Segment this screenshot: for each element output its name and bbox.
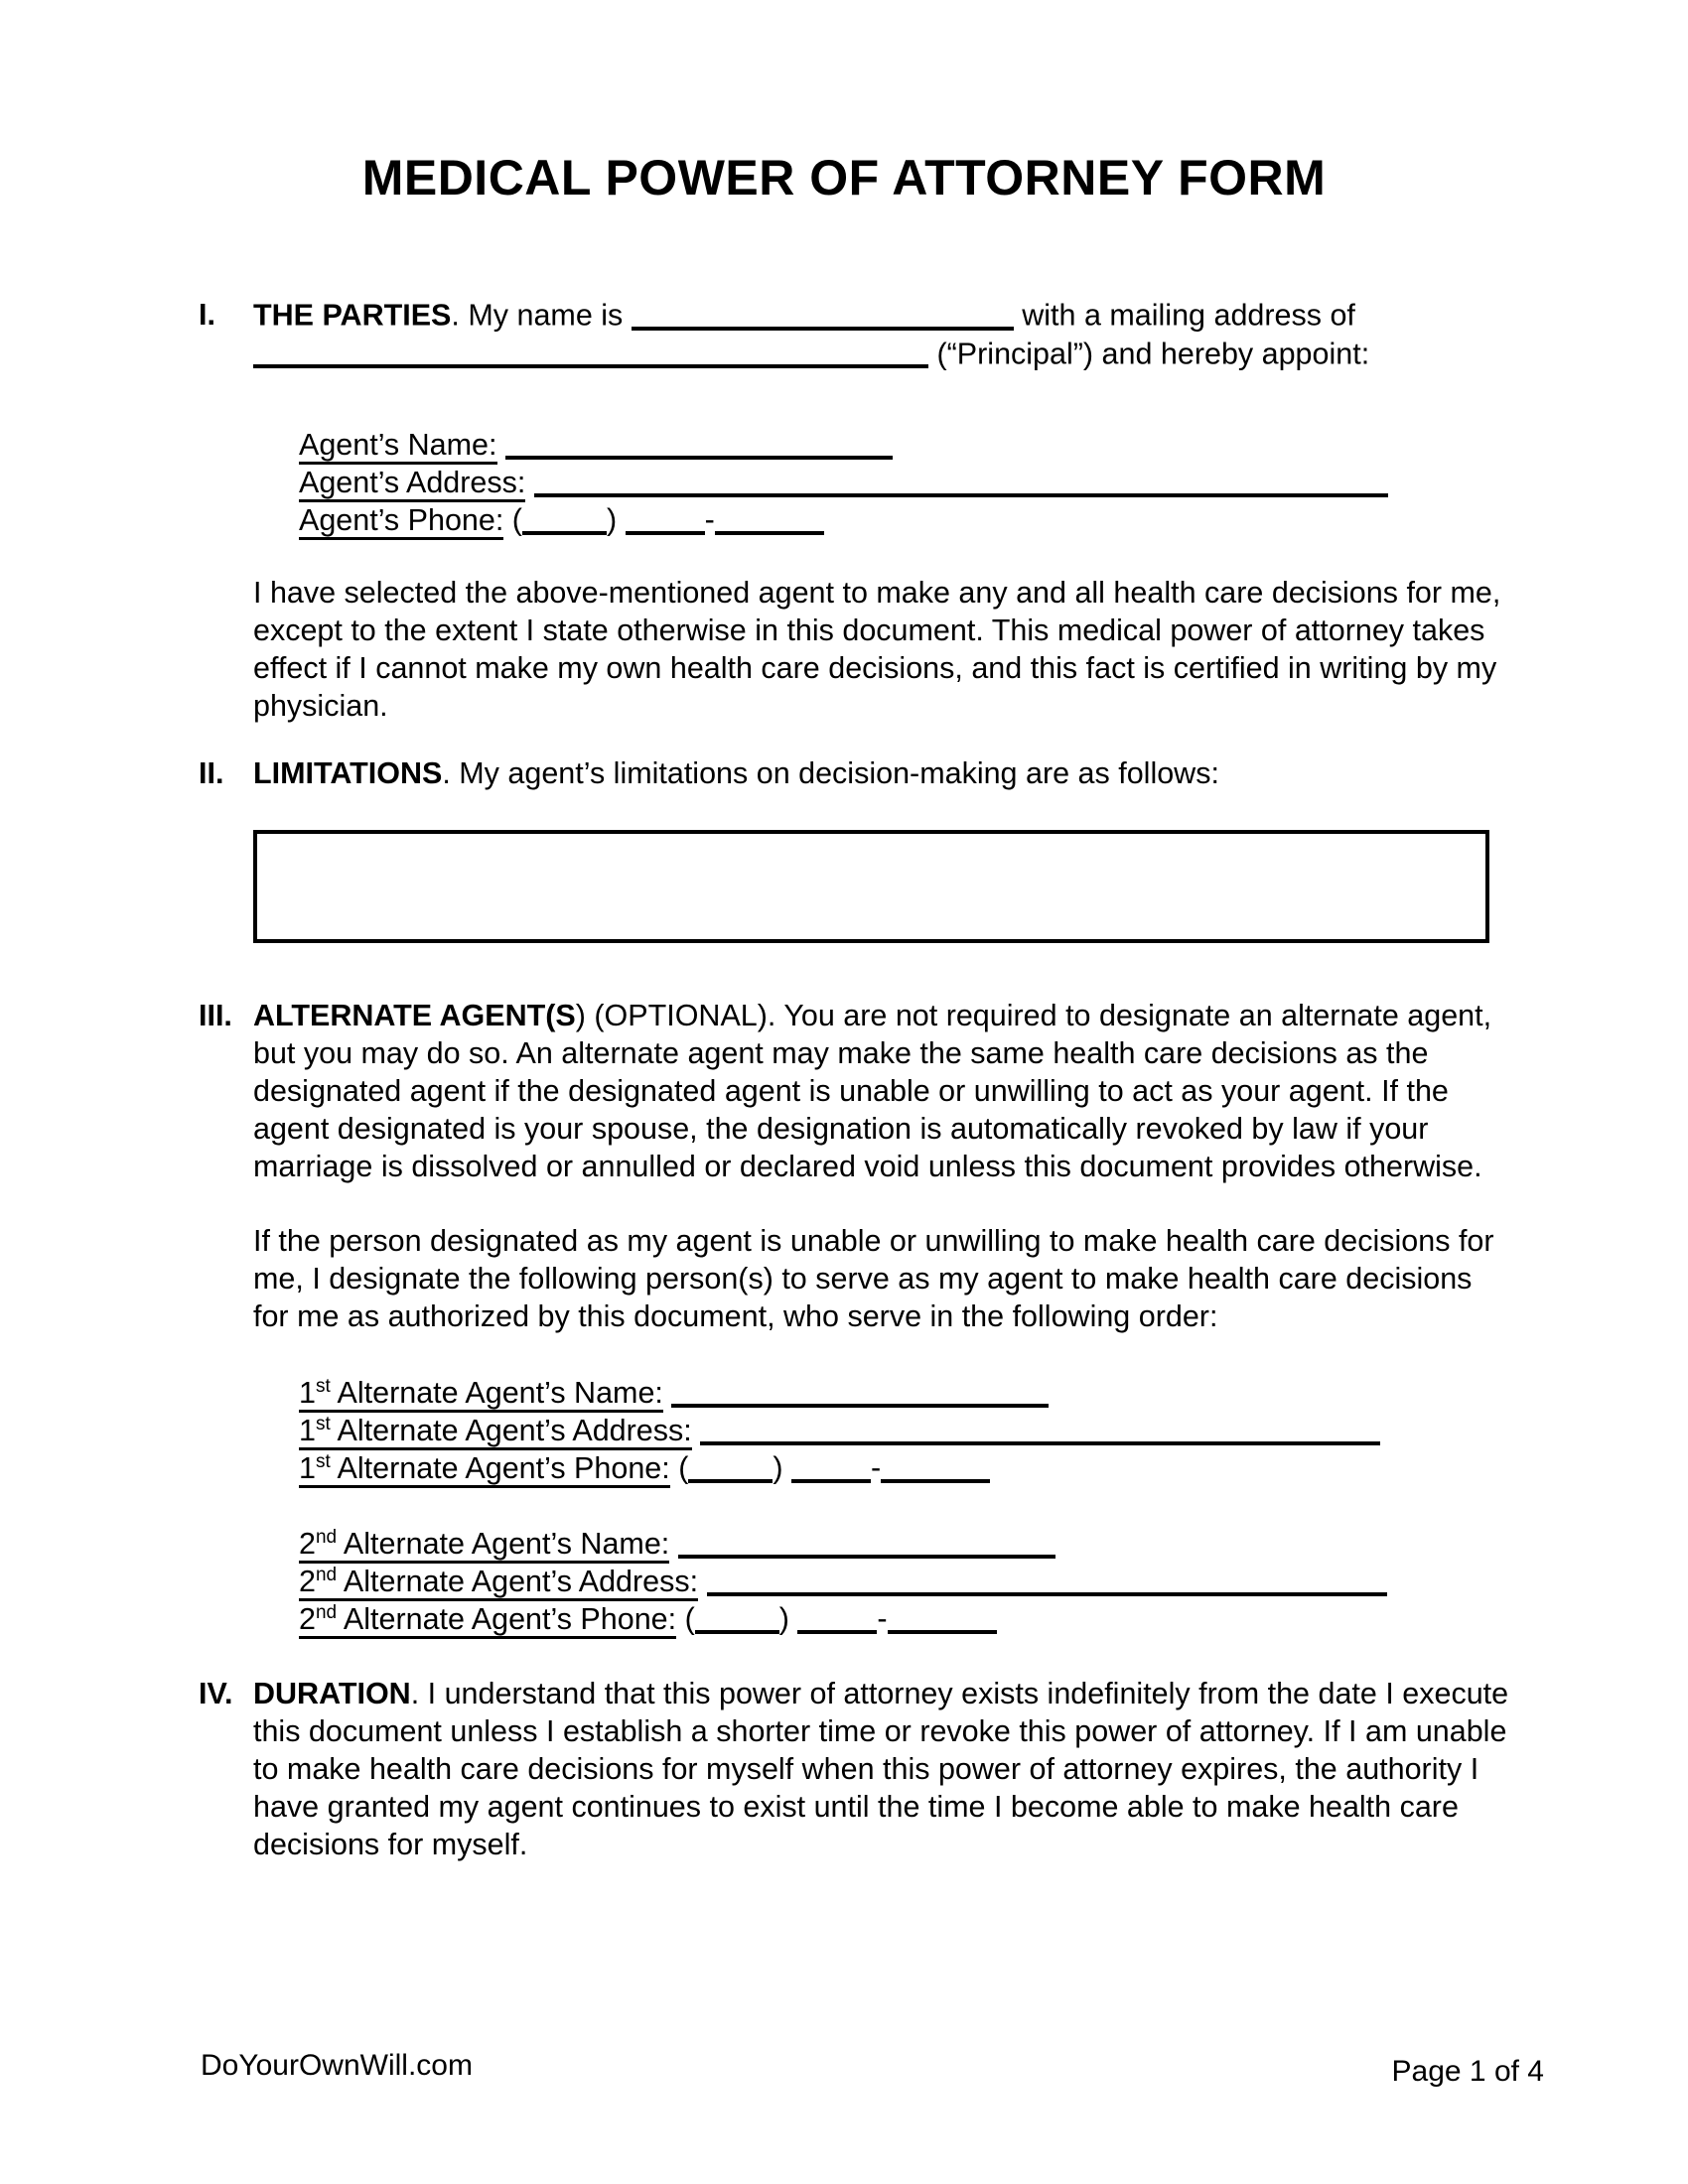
alt1-phone-label xyxy=(299,1452,670,1488)
alt1-address-row xyxy=(299,1411,1509,1448)
alt2-phone-label-text: Alternate Agent’s Phone: xyxy=(337,1601,677,1636)
alt2-phone-close-paren: ) xyxy=(778,1601,798,1636)
alt2-address-label-text: Alternate Agent’s Address: xyxy=(337,1564,699,1598)
limitations-intro xyxy=(253,754,1509,792)
agent-name-blank[interactable] xyxy=(505,425,893,460)
alt1-phone-dash: - xyxy=(871,1450,882,1485)
agent-fields xyxy=(299,425,1509,538)
parties-intro xyxy=(253,296,1509,372)
parties-intro-run-3: (“Principal”) and hereby appoint: xyxy=(928,337,1370,370)
alt2-phone-dash: - xyxy=(877,1601,888,1636)
alt2-phone-area-blank[interactable] xyxy=(695,1599,779,1634)
alt2-name-label-text: Alternate Agent’s Name: xyxy=(337,1526,670,1561)
alt2-phone-row xyxy=(299,1599,1509,1637)
alternate-statement: If the person designated as my agent is unable or unwilling to make health care decisions for me, I designate the following person(s) to serve as my agent to make health care decisions for me as authorized by this document, who serve in the following order: xyxy=(253,1224,1494,1333)
alt2-address-row xyxy=(299,1562,1509,1599)
alt1-name-label-text: Alternate Agent’s Name: xyxy=(330,1375,663,1410)
alt1-address-blank[interactable] xyxy=(700,1411,1380,1445)
alternate-intro-run: ) (OPTIONAL). You are not required to designate an alternate agent, but you may do so. An alternate agent may make the same health care decisions as the designated agent if the designated agent is unable or unwilling to act as your agent. If the agent designated is your spouse, the designation is automatically revoked by law if your marriage is dissolved or annulled or declared void unless this document provides otherwise. xyxy=(253,999,1492,1183)
alt1-name-row xyxy=(299,1373,1509,1411)
first-alternate-agent-fields xyxy=(299,1373,1509,1486)
alt1-ordinal-3: 1 xyxy=(299,1450,316,1485)
section-alternate-agents xyxy=(199,997,1509,1637)
section-number-1: I. xyxy=(199,298,215,332)
principal-address-blank[interactable] xyxy=(253,335,928,369)
alt1-phone-prefix-blank[interactable] xyxy=(791,1448,871,1483)
limitations-intro-run: . My agent’s limitations on decision-making are as follows: xyxy=(442,756,1219,790)
agent-name-label: Agent’s Name: xyxy=(299,429,497,465)
alt1-phone-area-blank[interactable] xyxy=(688,1448,773,1483)
footer-site-text: DoYourOwnWill.com xyxy=(201,2049,473,2082)
agent-address-row xyxy=(299,463,1509,500)
section-duration xyxy=(199,1675,1509,1863)
limitations-input-box[interactable] xyxy=(253,830,1489,943)
principal-name-blank[interactable] xyxy=(632,296,1014,331)
alt1-ordinal: 1 xyxy=(299,1375,316,1410)
alt1-ordinal-suffix-2: st xyxy=(315,1413,331,1434)
agent-name-row xyxy=(299,425,1509,463)
alt1-phone-row xyxy=(299,1448,1509,1486)
section-number-3: III. xyxy=(199,999,232,1032)
alt2-ordinal: 2 xyxy=(299,1526,316,1561)
alt2-phone-prefix-blank[interactable] xyxy=(797,1599,877,1634)
section-heading-duration: DURATION xyxy=(253,1677,411,1710)
alt2-ordinal-suffix-2: nd xyxy=(315,1564,338,1585)
alt1-name-label xyxy=(299,1377,663,1413)
alt1-address-label-text: Alternate Agent’s Address: xyxy=(330,1413,692,1447)
alt1-ordinal-suffix: st xyxy=(315,1375,331,1397)
agent-phone-label: Agent’s Phone: xyxy=(299,504,503,540)
alt1-phone-line-blank[interactable] xyxy=(881,1448,990,1483)
section-heading-alternate-agents: ALTERNATE AGENT(S xyxy=(253,999,576,1032)
page-title: MEDICAL POWER OF ATTORNEY FORM xyxy=(361,150,1327,205)
duration-text xyxy=(253,1675,1509,1863)
alt1-phone-open-paren: ( xyxy=(669,1450,689,1485)
agent-phone-line-blank[interactable] xyxy=(715,500,824,535)
agent-phone-dash: - xyxy=(704,502,715,537)
alt2-ordinal-2: 2 xyxy=(299,1564,316,1598)
agent-address-label: Agent’s Address: xyxy=(299,467,525,502)
section-heading-the-parties: THE PARTIES xyxy=(253,298,452,333)
agent-phone-open-paren: ( xyxy=(503,502,522,537)
alt2-name-blank[interactable] xyxy=(678,1524,1055,1559)
agent-address-blank[interactable] xyxy=(534,463,1388,497)
alt1-name-blank[interactable] xyxy=(671,1373,1049,1408)
alt1-ordinal-2: 1 xyxy=(299,1413,316,1447)
alt2-phone-label xyxy=(299,1603,676,1639)
alt2-ordinal-3: 2 xyxy=(299,1601,316,1636)
section-number-2: II. xyxy=(199,756,224,790)
alternate-intro xyxy=(253,997,1509,1185)
alt2-address-label xyxy=(299,1566,698,1601)
agent-phone-row xyxy=(299,500,1509,538)
agent-phone-close-paren: ) xyxy=(606,502,626,537)
alt2-ordinal-suffix: nd xyxy=(315,1526,338,1548)
section-limitations xyxy=(199,754,1509,943)
alt2-address-blank[interactable] xyxy=(707,1562,1387,1596)
alt1-address-label xyxy=(299,1415,692,1450)
section-number-4: IV. xyxy=(199,1677,233,1710)
alt1-phone-label-text: Alternate Agent’s Phone: xyxy=(330,1450,670,1485)
alt2-name-row xyxy=(299,1524,1509,1562)
duration-text-run: . I understand that this power of attorney exists indefinitely from the date I execute this document unless I establish a shorter time or revoke this power of attorney. If I am unable to make health care decisions for myself when this power of attorney expires, the authority I have granted my agent continues to exist until the time I become able to make health care decisions for myself. xyxy=(253,1677,1509,1861)
parties-statement: I have selected the above-mentioned agent to make any and all health care decisions for me, except to the extent I state otherwise in this document. This medical power of attorney takes effect if I cannot make my own health care decisions, and this fact is certified in writing by my physician. xyxy=(253,576,1501,723)
agent-phone-area-blank[interactable] xyxy=(522,500,607,535)
parties-intro-run-1: . My name is xyxy=(451,298,632,333)
alt2-ordinal-suffix-3: nd xyxy=(315,1601,338,1623)
agent-phone-prefix-blank[interactable] xyxy=(626,500,705,535)
section-heading-limitations: LIMITATIONS xyxy=(253,756,443,790)
alt1-ordinal-suffix-3: st xyxy=(315,1450,331,1472)
section-the-parties xyxy=(199,296,1509,725)
alt2-phone-open-paren: ( xyxy=(676,1601,695,1636)
alt2-name-label xyxy=(299,1528,669,1564)
parties-intro-run-2: with a mailing address of xyxy=(1013,298,1355,333)
footer-page-indicator: Page 1 of 4 xyxy=(1391,2055,1544,2088)
alt2-phone-line-blank[interactable] xyxy=(888,1599,997,1634)
alt1-phone-close-paren: ) xyxy=(773,1450,792,1485)
second-alternate-agent-fields xyxy=(299,1524,1509,1637)
